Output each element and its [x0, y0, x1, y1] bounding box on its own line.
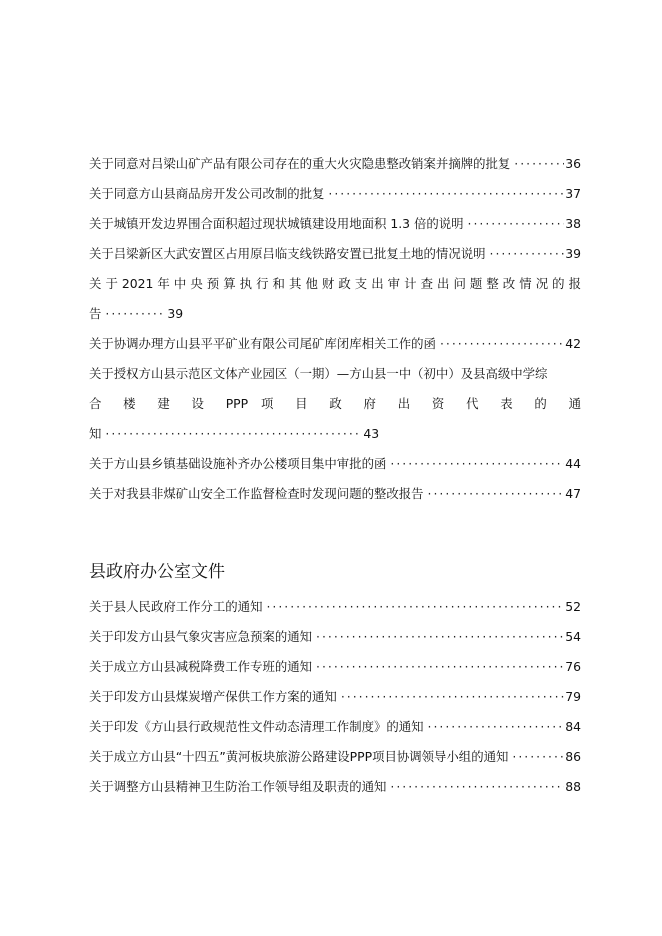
- toc-entry-title: 关于同意对吕梁山矿产品有限公司存在的重大火灾隐患整改销案并摘牌的批复: [89, 156, 511, 171]
- dot-leader: [390, 456, 564, 471]
- toc-entry[interactable]: [89, 484, 581, 514]
- toc-entry[interactable]: [89, 454, 581, 484]
- section-heading: 县政府办公室文件: [89, 562, 225, 582]
- toc-entry-page: 42: [565, 336, 581, 351]
- dot-leader: [512, 749, 564, 764]
- dot-leader: [341, 689, 564, 704]
- toc-entry-title: 关 于 2021 年 中 央 预 算 执 行 和 其 他 财 政 支 出 审 计 查 出 问 题 整 改 情 况 的 报: [89, 276, 581, 291]
- dot-leader: [266, 599, 564, 614]
- dot-leader: [514, 156, 564, 171]
- toc-entry-page: 52: [565, 599, 581, 614]
- dot-leader: [428, 719, 565, 734]
- toc-entry[interactable]: [89, 777, 581, 807]
- toc-entry[interactable]: [89, 154, 581, 184]
- toc-entry-line[interactable]: [89, 424, 581, 454]
- dot-leader: [105, 306, 163, 321]
- toc-entry-page: 37: [565, 186, 581, 201]
- toc-entry-title: 关于对我县非煤矿山安全工作监督检查时发现问题的整改报告: [89, 486, 424, 501]
- toc-entry-title: 关于授权方山县示范区文体产业园区（一期）—方山县一中（初中）及县高级中学综: [89, 366, 548, 381]
- toc-entry[interactable]: [89, 244, 581, 274]
- toc-entry-title: 关于印发《方山县行政规范性文件动态清理工作制度》的通知: [89, 719, 424, 734]
- toc-entry-line[interactable]: [89, 304, 581, 334]
- toc-entry[interactable]: [89, 214, 581, 244]
- toc-entry-page: 43: [363, 426, 380, 441]
- toc-entry-page: 39: [167, 306, 184, 321]
- toc-entry-title-cont: 合 楼 建 设 PPP 项 目 政 府 出 资 代 表 的 通: [89, 396, 581, 411]
- dot-leader: [428, 486, 565, 501]
- toc-entry-title: 关于城镇开发边界围合面积超过现状城镇建设用地面积 1.3 倍的说明: [89, 216, 464, 231]
- toc-entry-page: 44: [565, 456, 581, 471]
- toc-entry[interactable]: [89, 747, 581, 777]
- dot-leader: [105, 426, 359, 441]
- toc-entry-line[interactable]: [89, 394, 581, 424]
- toc-entry-page: 38: [565, 216, 581, 231]
- toc-entry-title: 关于吕梁新区大武安置区占用原吕临支线铁路安置已批复土地的情况说明: [89, 246, 486, 261]
- dot-leader: [440, 336, 564, 351]
- toc-entry-title: 关于印发方山县气象灾害应急预案的通知: [89, 629, 313, 644]
- toc-entry-title-cont: 告: [89, 306, 102, 321]
- toc-entry-page: 86: [565, 749, 581, 764]
- toc-entry[interactable]: [89, 657, 581, 687]
- toc-entry-page: 84: [565, 719, 581, 734]
- toc-entry[interactable]: [89, 334, 581, 364]
- toc-entry-title: 关于同意方山县商品房开发公司改制的批复: [89, 186, 325, 201]
- toc-entry-title: 关于成立方山县“十四五”黄河板块旅游公路建设PPP项目协调领导小组的通知: [89, 749, 509, 764]
- toc-entry[interactable]: [89, 627, 581, 657]
- toc-entry-page: 47: [565, 486, 581, 501]
- toc-entry-title-cont: 知: [89, 426, 102, 441]
- toc-entry-title: 关于调整方山县精神卫生防治工作领导组及职责的通知: [89, 779, 387, 794]
- toc-entry-page: 79: [565, 689, 581, 704]
- dot-leader: [316, 659, 564, 674]
- toc-entry-page: 76: [565, 659, 581, 674]
- toc-entry[interactable]: [89, 184, 581, 214]
- table-of-contents: [89, 154, 581, 807]
- toc-entry-line[interactable]: [89, 274, 581, 304]
- dot-leader: [490, 246, 565, 261]
- toc-entry-title: 关于县人民政府工作分工的通知: [89, 599, 263, 614]
- toc-entry-title: 关于印发方山县煤炭增产保供工作方案的通知: [89, 689, 337, 704]
- toc-entry-line[interactable]: [89, 364, 581, 394]
- dot-leader: [328, 186, 564, 201]
- toc-entry-title: 关于协调办理方山县平平矿业有限公司尾矿库闭库相关工作的函: [89, 336, 436, 351]
- toc-entry-title: 关于成立方山县减税降费工作专班的通知: [89, 659, 313, 674]
- toc-entry-page: 54: [565, 629, 581, 644]
- toc-entry-page: 88: [565, 779, 581, 794]
- toc-entry[interactable]: [89, 597, 581, 627]
- dot-leader: [316, 629, 564, 644]
- toc-entry[interactable]: [89, 717, 581, 747]
- dot-leader: [390, 779, 564, 794]
- dot-leader: [468, 216, 565, 231]
- toc-entry[interactable]: [89, 687, 581, 717]
- toc-entry-title: 关于方山县乡镇基础设施补齐办公楼项目集中审批的函: [89, 456, 387, 471]
- toc-entry-page: 39: [565, 246, 581, 261]
- toc-entry-page: 36: [565, 156, 581, 171]
